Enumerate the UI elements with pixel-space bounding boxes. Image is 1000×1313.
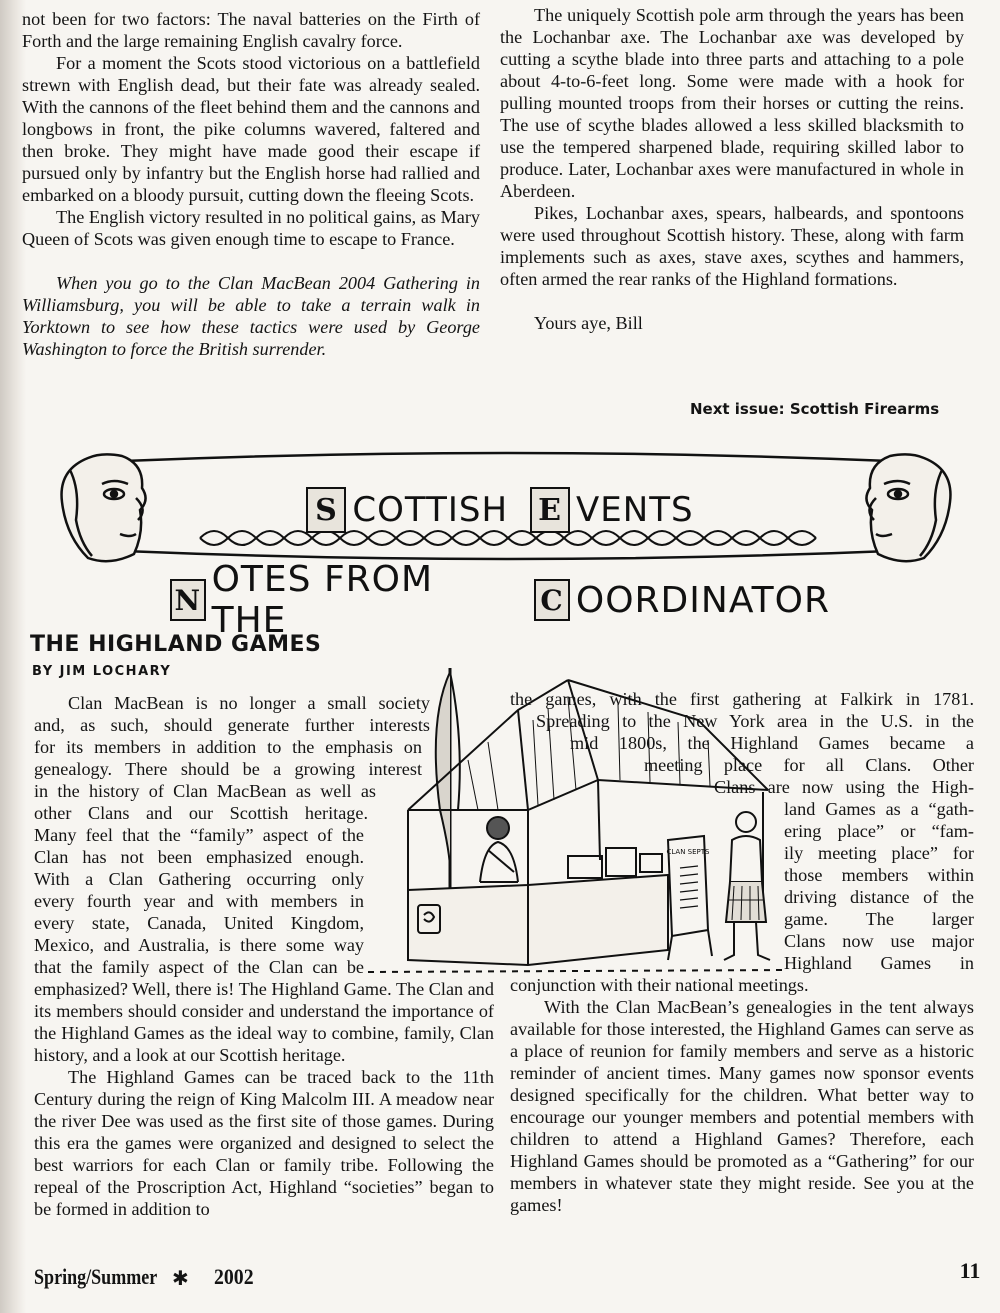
wrapped-line: that the family aspect of the Clan can be bbox=[34, 957, 364, 977]
wrapped-line: ily meeting place” for bbox=[784, 843, 974, 863]
paragraph: The uniquely Scottish pole arm through the years has been the Lochanbar axe. The Lochanbar axe was developed by cutting a scythe blade into three parts and attaching to a pole about 4-to-6-feet long. Some were made with a hook for pulling mounted troops from their horses or cutting the reins. The use of scythe blades allowed a less skilled blacksmith to use the tempered sharpened blade, requiring skilled labor to produce. Later, Lochanbar axes were manufactured in whole in Aberdeen. bbox=[500, 5, 964, 201]
banner-word: COTTISH bbox=[352, 490, 509, 530]
wrapped-line: land Games as a “gath- bbox=[784, 799, 974, 819]
left-wrap-lines bbox=[34, 692, 494, 978]
wrapped-line: Clan has not been emphasized enough. bbox=[34, 847, 364, 867]
wrapped-line: other Clans and our Scottish heritage. bbox=[34, 803, 368, 823]
wrapped-line: Clans are now using the High- bbox=[714, 777, 974, 797]
paragraph: The Highland Games can be traced back to the 11th Century during the reign of King Malcolm III. A meadow near the river Dee was used as the first site of those games. During this era the games were organized and designed to select the best warriors for each Clan or family tribe. Following the repeal of the Proscription Act, Highland “societies” began to be formed in addition to bbox=[34, 1067, 494, 1219]
wrapped-line: Clan MacBean is no longer a small society bbox=[68, 693, 430, 713]
illuminated-capital: C bbox=[534, 579, 570, 621]
wrapped-line: Spreading to the New York area in the U.S. in the bbox=[536, 711, 974, 731]
illuminated-capital: S bbox=[306, 487, 346, 533]
right-wrap-lines bbox=[510, 688, 974, 974]
wrapped-line: those members within bbox=[784, 865, 974, 885]
paragraph: conjunction with their national meetings. bbox=[510, 975, 809, 995]
wrapped-line: With a Clan Gathering occurring only bbox=[34, 869, 364, 889]
section-word: OTES FROM THE bbox=[211, 559, 434, 641]
wrapped-line: the games, with the first gathering at Falkirk in 1781. bbox=[510, 689, 974, 709]
star-icon: ✱ bbox=[172, 1268, 189, 1290]
wrapped-line: Clans now use major bbox=[784, 931, 974, 951]
wrapped-line: Mexico, and Australia, is there some way bbox=[34, 935, 364, 955]
top-left-column bbox=[22, 8, 480, 360]
wrapped-line: genealogy. There should be a growing interest bbox=[34, 759, 422, 779]
left-face-icon bbox=[62, 454, 146, 561]
paragraph: The English victory resulted in no political gains, as Mary Queen of Scots was given enough time to escape to France. bbox=[22, 207, 480, 249]
right-face-icon bbox=[866, 454, 950, 561]
article-right-column bbox=[510, 688, 974, 1216]
wrapped-line: ering place” or “fam- bbox=[784, 821, 974, 841]
page-number: 11 bbox=[959, 1258, 981, 1283]
issue-year: 2002 bbox=[214, 1264, 254, 1289]
wrapped-line: Many feel that the “family” aspect of the bbox=[34, 825, 364, 845]
paragraph: Pikes, Lochanbar axes, spears, halbeards, and spontoons were used throughout Scottish history. These, along with farm implements such as axes, stave axes, scythes and hammers, often armed the rear ranks of the Highland formations. bbox=[500, 203, 964, 289]
wrapped-line: for its members in addition to the emphasis on bbox=[34, 737, 422, 757]
paragraph: emphasized? Well, there is! The Highland Game. The Clan and its members should consider and understand the importance of the Highland Games as the ideal way to combine, family, Clan history, and a look at our Scottish heritage. bbox=[34, 979, 494, 1065]
closing-note: When you go to the Clan MacBean 2004 Gathering in Williamsburg, you will be able to take a terrain walk in Yorktown to see how these tactics were used by George Washington to force the British surrender. bbox=[22, 273, 480, 359]
article-left-column bbox=[34, 692, 494, 1220]
signoff: Yours aye, Bill bbox=[534, 313, 643, 333]
wrapped-line: driving distance of the bbox=[784, 887, 974, 907]
paragraph: not been for two factors: The naval batteries on the Firth of Forth and the large remaining English cavalry force. bbox=[22, 9, 480, 51]
wrapped-line: and, as such, should generate further interests bbox=[34, 715, 430, 735]
section-title bbox=[170, 559, 830, 641]
top-right-column bbox=[500, 4, 964, 334]
paragraph: With the Clan MacBean’s genealogies in the tent always available for those interested, the Highland Games can serve as a place of reunion for family members and serve as a historic reminder of ancient times. Many games now sponsor events designed specifically for the children. What better way to encourage our younger members and potential members with children to attend a Highland Games? Therefore, each Highland Games should be promoted as a “Gathering” for our members in whatever state they might reside. See you at the games! bbox=[510, 997, 974, 1215]
article-byline: BY JIM LOCHARY bbox=[32, 664, 172, 679]
sign-label: CLAN SEPTS bbox=[666, 848, 710, 856]
issue-label: Spring/Summer bbox=[34, 1264, 158, 1289]
banner-title bbox=[300, 480, 700, 540]
paragraph: For a moment the Scots stood victorious on a battlefield strewn with English dead, but their fate was already sealed. With the cannons of the fleet behind them and the cannons and longbows in front, the pike columns wavered, faltered and then broke. They might have made good their escape if pursued only by infantry but the English horse had rallied and embarked on a bloody pursuit, cutting down the fleeing Scots. bbox=[22, 53, 480, 205]
wrapped-line: every fourth year and with members in bbox=[34, 891, 364, 911]
wrapped-line: in the history of Clan MacBean as well as bbox=[34, 781, 376, 801]
article-title: THE HIGHLAND GAMES bbox=[30, 632, 322, 657]
wrapped-line: meeting place for all Clans. Other bbox=[644, 755, 974, 775]
illuminated-capital: E bbox=[530, 487, 570, 533]
next-issue-note: Next issue: Scottish Firearms bbox=[690, 400, 940, 418]
illuminated-capital: N bbox=[170, 579, 206, 621]
banner-word: VENTS bbox=[576, 490, 694, 530]
wrapped-line: game. The larger bbox=[784, 909, 974, 929]
wrapped-line: every state, Canada, United Kingdom, bbox=[34, 913, 364, 933]
section-word: OORDINATOR bbox=[575, 579, 830, 621]
wrapped-line: Highland Games in bbox=[784, 953, 974, 973]
wrapped-line: mid 1800s, the Highland Games became a bbox=[570, 733, 974, 753]
